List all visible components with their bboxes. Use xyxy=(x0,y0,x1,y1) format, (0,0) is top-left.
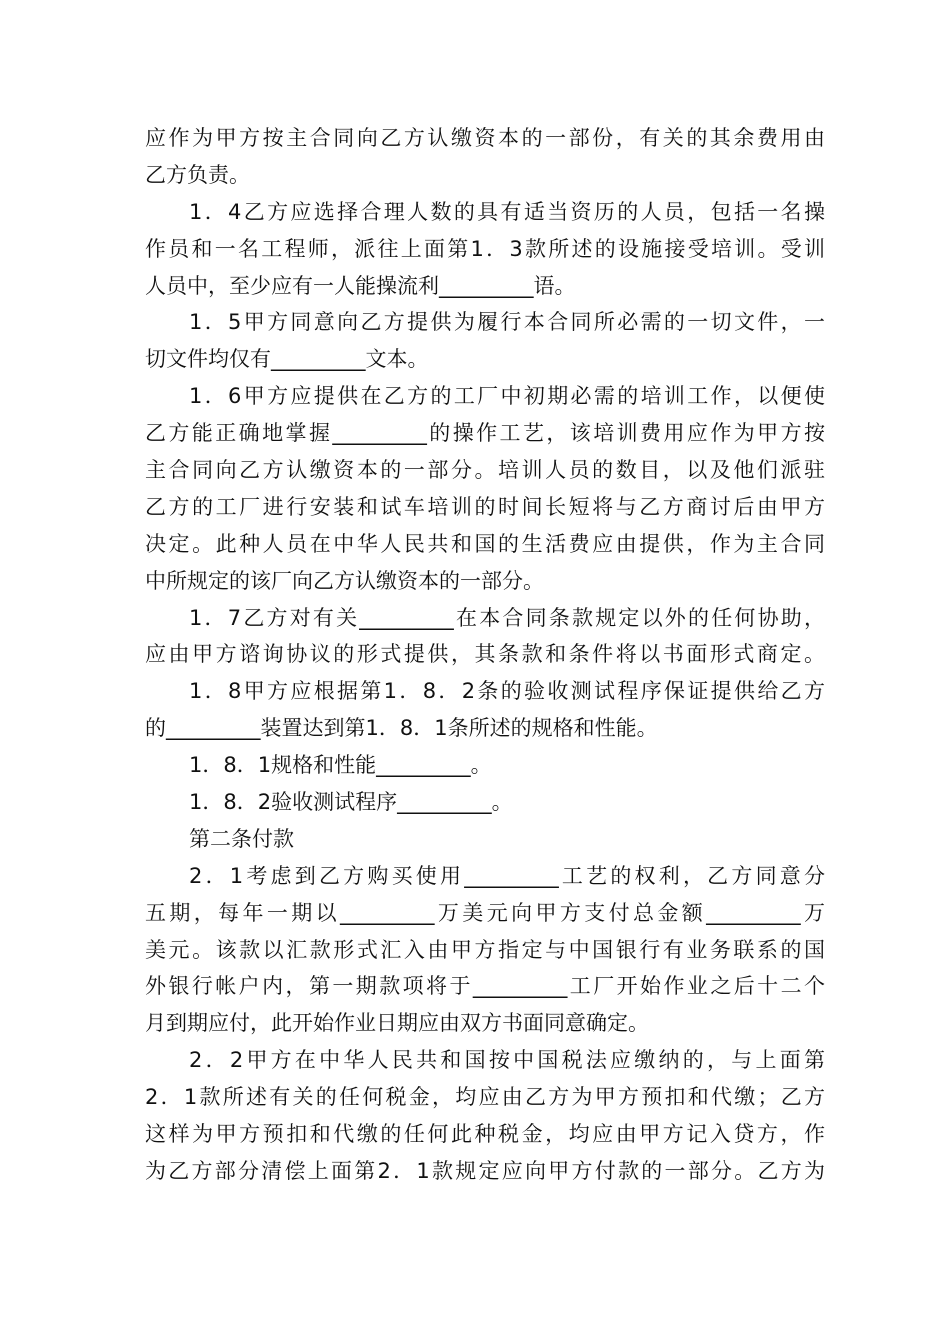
text-line: 应由甲方谘询协议的形式提供，其条款和条件将以书面形式商定。 xyxy=(145,642,825,667)
text-line: 1．5甲方同意向乙方提供为履行本合同所必需的一切文件，一 xyxy=(189,310,825,335)
text-line: 人员中，至少应有一人能操流利_________语。 xyxy=(145,273,576,298)
text-line: 五期，每年一期以_________万美元向甲方支付总金额_________万 xyxy=(145,900,825,925)
text-line: 决定。此种人员在中华人民共和国的生活费应由提供，作为主合同 xyxy=(145,531,825,556)
text-line: 乙方能正确地掌握_________的操作工艺，该培训费用应作为甲方按 xyxy=(145,421,825,446)
text-line: 切文件均仅有_________文本。 xyxy=(145,347,429,372)
text-line: 外银行帐户内，第一期款项将于_________工厂开始作业之后十二个 xyxy=(145,974,825,999)
text-line: 1．8甲方应根据第1．8．2条的验收测试程序保证提供给乙方 xyxy=(189,679,825,704)
text-line: 这样为甲方预扣和代缴的任何此种税金，均应由甲方记入贷方，作 xyxy=(145,1122,825,1147)
text-line: 2．1考虑到乙方购买使用_________工艺的权利，乙方同意分 xyxy=(189,863,825,888)
text-line: 1．7乙方对有关_________在本合同条款规定以外的任何协助， xyxy=(189,605,825,630)
contract-body-text xyxy=(145,120,825,1190)
text-line: 月到期应付，此开始作业日期应由双方书面同意确定。 xyxy=(145,1011,649,1036)
text-line: 1．6甲方应提供在乙方的工厂中初期必需的培训工作，以便使 xyxy=(189,384,825,409)
text-line: 2．2甲方在中华人民共和国按中国税法应缴纳的，与上面第 xyxy=(189,1048,825,1073)
text-line: 中所规定的该厂向乙方认缴资本的一部分。 xyxy=(145,568,544,593)
text-line: 第二条付款 xyxy=(189,826,294,851)
text-line: 1．4乙方应选择合理人数的具有适当资历的人员，包括一名操 xyxy=(189,199,825,224)
text-line: 应作为甲方按主合同向乙方认缴资本的一部份，有关的其余费用由 xyxy=(145,126,825,150)
text-line: 的_________装置达到第1．8．1条所述的规格和性能。 xyxy=(145,716,658,741)
text-line: 主合同向乙方认缴资本的一部分。培训人员的数目，以及他们派驻 xyxy=(145,458,825,483)
text-line: 作员和一名工程师，派往上面第1．3款所述的设施接受培训。受训 xyxy=(145,236,825,261)
text-line: 2．1款所述有关的任何税金，均应由乙方为甲方预扣和代缴；乙方 xyxy=(145,1085,825,1110)
text-line: 美元。该款以汇款形式汇入由甲方指定与中国银行有业务联系的国 xyxy=(145,937,825,962)
text-line: 乙方负责。 xyxy=(145,162,250,187)
text-line: 1．8．1规格和性能_________。 xyxy=(189,753,492,778)
text-line: 1．8．2验收测试程序_________。 xyxy=(189,790,513,815)
text-line: 为乙方部分清偿上面第2．1款规定应向甲方付款的一部分。乙方为 xyxy=(145,1158,825,1183)
text-line: 乙方的工厂进行安装和试车培训的时间长短将与乙方商讨后由甲方 xyxy=(145,494,825,519)
